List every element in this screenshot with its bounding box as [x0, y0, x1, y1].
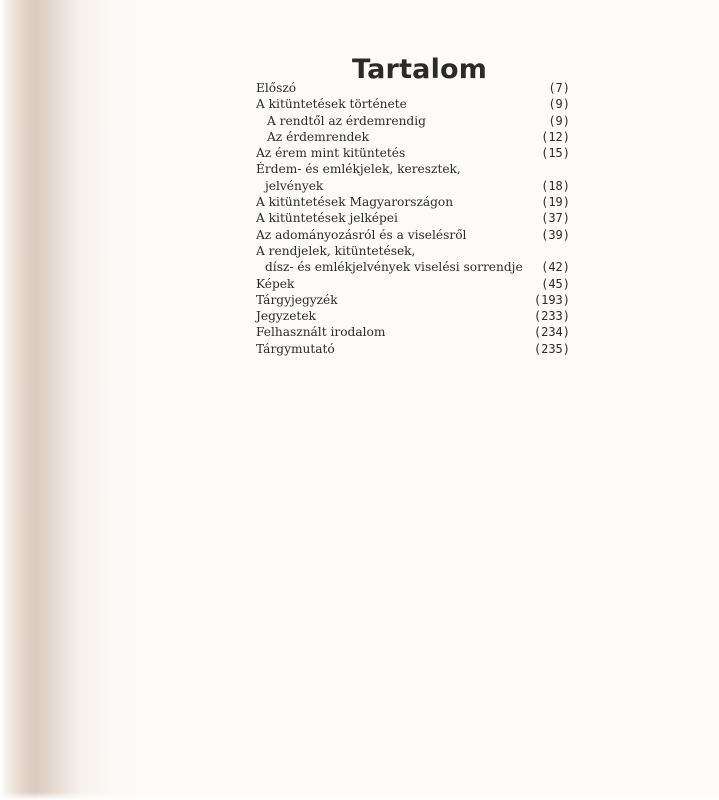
toc-entry-title: A rendtől az érdemrendig: [267, 113, 426, 128]
toc-entry-title-continued: jelvények: [265, 178, 324, 193]
toc-entry: [256, 292, 572, 308]
toc-entry-title: A kitüntetések Magyarországon: [256, 195, 454, 210]
toc-page-number: (42): [541, 260, 570, 275]
toc-page-number: (18): [541, 178, 570, 193]
toc-page-number: (193): [533, 292, 570, 307]
toc-page-number: (12): [541, 129, 570, 144]
toc-page-number: (19): [541, 195, 570, 210]
toc-page-number: (39): [541, 227, 570, 242]
toc-page-number: (233): [533, 309, 570, 324]
toc-entry: [256, 145, 572, 161]
toc-entry: [256, 308, 572, 324]
toc-entry-title: Tárgyjegyzék: [256, 292, 338, 307]
table-of-contents: [256, 80, 572, 357]
toc-page-number: (45): [541, 276, 570, 291]
toc-entry-title: A rendjelek, kitüntetések,: [256, 243, 416, 258]
toc-entry-title: Az adományozásról és a viselésről: [256, 227, 467, 242]
toc-entry-title: Felhasznált irodalom: [256, 325, 386, 340]
toc-page-number: (234): [533, 325, 570, 340]
toc-entry: [256, 341, 572, 357]
toc-entry: [256, 227, 572, 243]
page-title: Tartalom: [352, 54, 488, 86]
toc-entry: [256, 96, 572, 112]
toc-page-number: (9): [548, 97, 570, 112]
toc-entry-title: Az érem mint kitüntetés: [256, 146, 406, 161]
toc-entry-title: Tárgymutató: [256, 341, 335, 356]
toc-entry-title: Érdem- és emlékjelek, keresztek,: [256, 162, 461, 177]
toc-entry-title: Előszó: [256, 81, 297, 95]
toc-entry-title: A kitüntetések története: [256, 97, 407, 112]
toc-subentry: [256, 129, 572, 145]
toc-entry: [256, 324, 572, 340]
toc-entry-title: A kitüntetések jelképei: [256, 211, 398, 226]
toc-page-number: (7): [548, 81, 570, 95]
toc-page-number: (15): [541, 146, 570, 161]
toc-entry-title: Az érdemrendek: [267, 129, 369, 144]
toc-entry: [256, 161, 572, 194]
toc-entry: [256, 210, 572, 226]
toc-page-number: (9): [548, 113, 570, 128]
toc-entry-title-continued: dísz- és emlékjelvények viselési sorrendje: [265, 260, 523, 275]
toc-subentry: [256, 113, 572, 129]
toc-entry-title: Képek: [256, 276, 295, 291]
toc-entry: [256, 80, 572, 96]
toc-entry-title: Jegyzetek: [256, 309, 316, 324]
toc-entry: [256, 194, 572, 210]
toc-page-number: (37): [541, 211, 570, 226]
toc-entry: [256, 243, 572, 276]
toc-page-number: (235): [533, 341, 570, 356]
toc-entry: [256, 276, 572, 292]
